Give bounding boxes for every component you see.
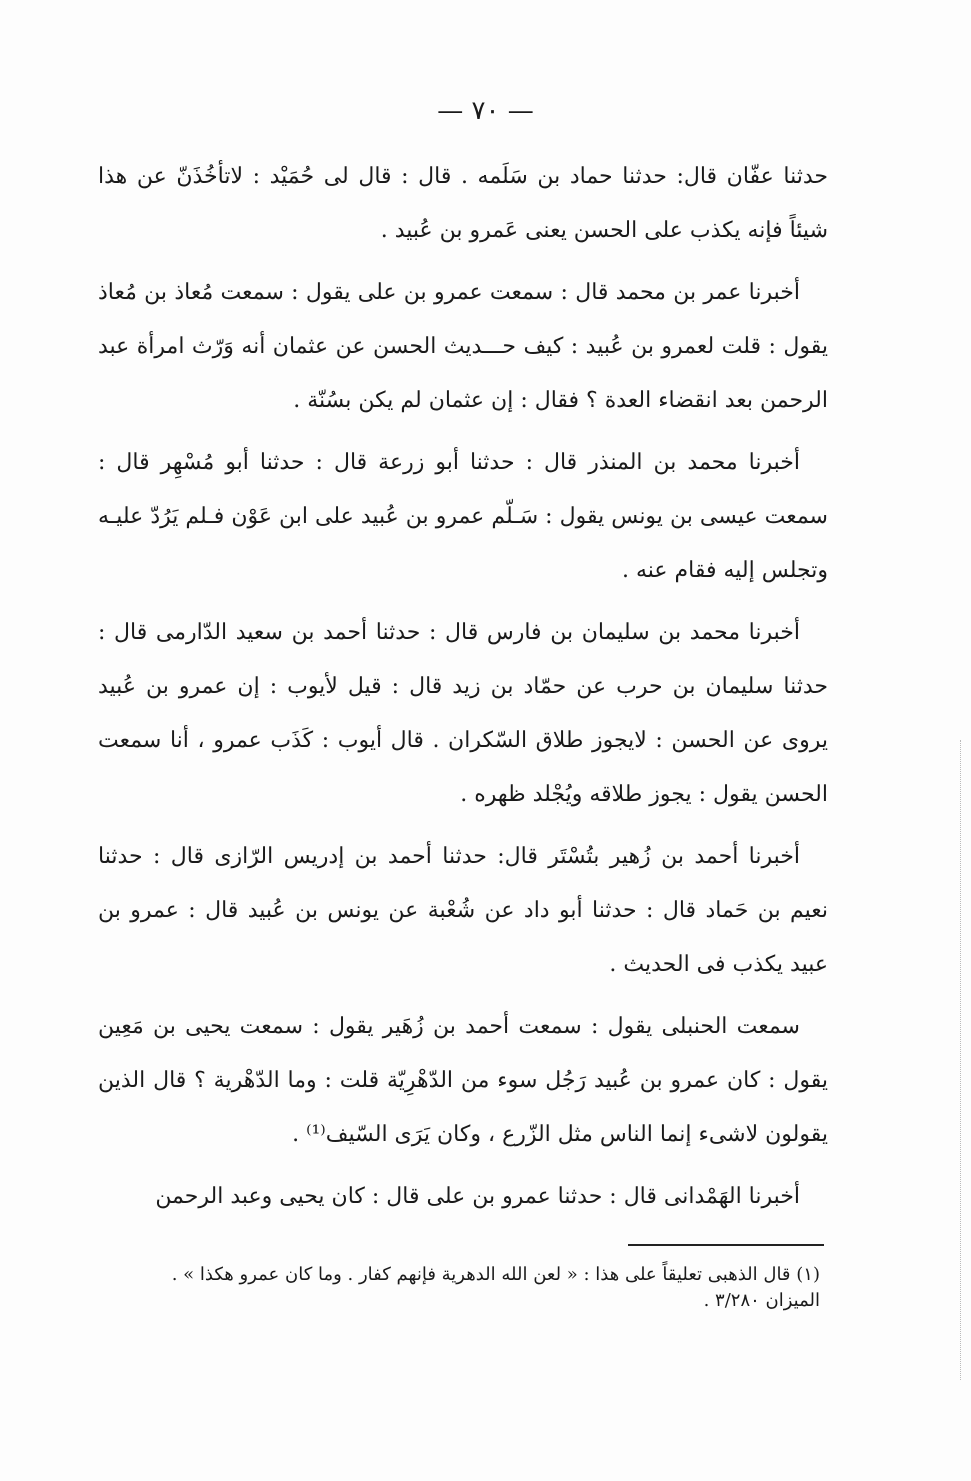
scan-edge-mark <box>960 740 962 1380</box>
paragraph-5: أخبرنا أحمد بن زُهير بتُسْتَر قال: حدثنا أحمد بن إدريس الرّازى قال : حدثنا نعيم بن حَماد قال : حدثنا أبو داد عن شُعْبة عن يونس بن عُبيد قال : عمرو بن عبيد يكذب فى الحديث . <box>98 844 828 977</box>
footnote <box>120 1262 820 1314</box>
paragraph-1: حدثنا عفّان قال: حدثنا حماد بن سَلَمه . قال : قال لى حُمَيْد : لاتأخُذَنّ عن هذا شيئاً فإنه يكذب على الحسن يعنى عَمرو بن عُبيد . <box>98 164 828 243</box>
main-text <box>98 150 828 1232</box>
paragraph-6: سمعت الحنبلى يقول : سمعت أحمد بن زُهَير يقول : سمعت يحيى بن مَعِين يقول : كان عمرو بن عُبيد رَجُل سوء من الدّهْرِيّة قلت : وما الدّهْرية ؟ قال الذين يقولون لاشىء إنما الناس مثل الزّرع ، وكان يَرَى السّيف⁽¹⁾ . <box>98 1014 828 1147</box>
paragraph-3: أخبرنا محمد بن المنذر قال : حدثنا أبو زرعة قال : حدثنا أبو مُسْهِر قال : سمعت عيسى بن يونس يقول : سَـلّم عمرو بن عُبيد على ابن عَوْن فـلم يَرُدّ عليـه وتجلس إليه فقام عنه . <box>98 450 828 583</box>
footnote-separator <box>628 1244 824 1246</box>
paragraph-4: أخبرنا محمد بن سليمان بن فارس قال : حدثنا أحمد بن سعيد الدّارمى قال : حدثنا سليمان بن حرب عن حمّاد بن زيد قال : قيل لأيوب : إن عمرو بن عُبيد يروى عن الحسن : لايجوز طلاق السّكران . قال أيوب : كَذَب عمرو ، أنا سمعت الحسن يقول : يجوز طلاقه ويُجْلد ظهره . <box>98 620 828 807</box>
paragraph-2: أخبرنا عمر بن محمد قال : سمعت عمرو بن على يقول : سمعت مُعاذ بن مُعاذ يقول : قلت لعمرو بن عُبيد : كيف حـــديث الحسن عن عثمان أنه وَرّث امرأة عبد الرحمن بعد انقضاء العدة ؟ فقال : إن عثمان لم يكن بسُنّة . <box>98 280 828 413</box>
footnote-line-2: الميزان ٣/٢٨٠ . <box>703 1290 820 1311</box>
paragraph-7: أخبرنا الهَمْدانى قال : حدثنا عمرو بن على قال : كان يحيى وعبد الرحمن <box>155 1184 800 1209</box>
page-number: — ٧٠ — <box>437 96 534 126</box>
footnote-line-1: (١) قال الذهبى تعليقاً على هذا : « لعن الله الدهرية فإنهم كفار . وما كان عمرو هكذا » . <box>171 1264 820 1285</box>
